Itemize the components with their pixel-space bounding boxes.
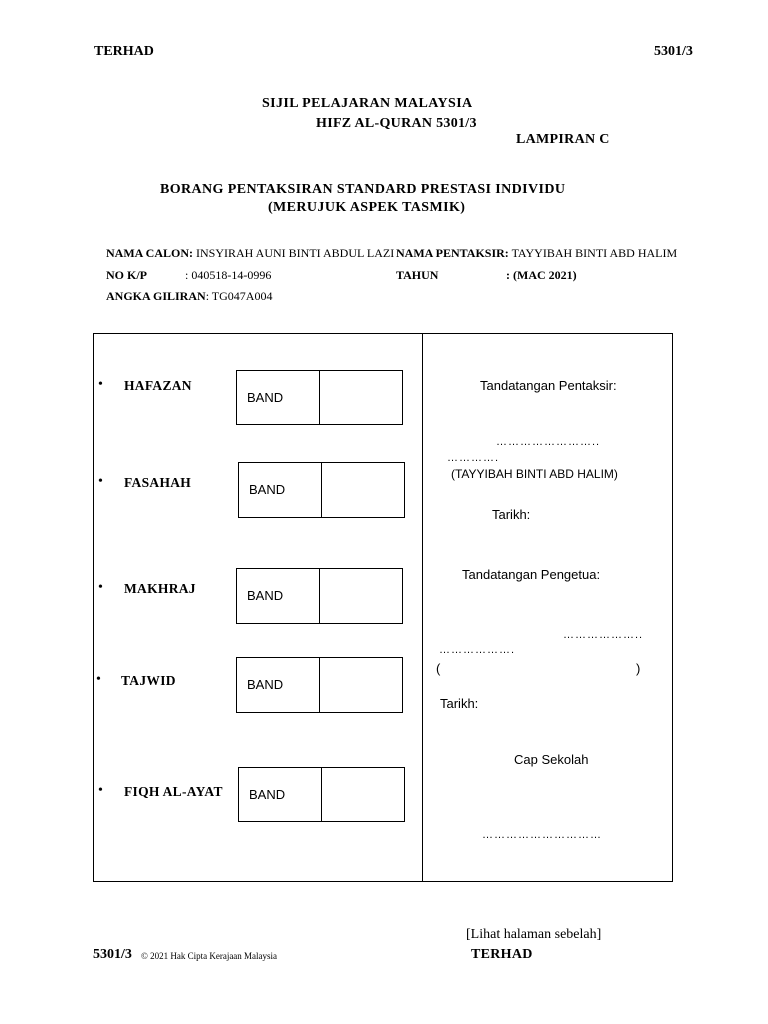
nokp-value: : 040518-14-0996 — [185, 268, 272, 282]
principal-signature-label: Tandatangan Pengetua: — [462, 567, 601, 582]
assessor-signature-label: Tandatangan Pentaksir: — [480, 378, 617, 393]
principal-name-close-paren: ) — [636, 661, 641, 676]
band-box-makhraj[interactable] — [236, 568, 403, 624]
form-subtitle: (MERUJUK ASPEK TASMIK) — [268, 200, 466, 215]
band-score-field[interactable] — [320, 658, 402, 712]
band-score-field[interactable] — [322, 768, 404, 821]
form-title: BORANG PENTAKSIRAN STANDARD PRESTASI INDIVIDU — [160, 182, 566, 197]
appendix-label: LAMPIRAN C — [516, 132, 610, 147]
nokp-label: NO K/P — [106, 268, 147, 282]
assessor-name-row — [396, 246, 677, 261]
aspect-label-fasahah: FASAHAH — [124, 475, 192, 490]
footer-code: 5301/3 — [93, 947, 132, 962]
candidate-name-value: INSYIRAH AUNI BINTI ABDUL LAZI — [193, 246, 395, 260]
index-number-label: ANGKA GILIRAN — [106, 289, 206, 303]
band-score-field[interactable] — [322, 463, 404, 517]
aspect-label-makhraj: MAKHRAJ — [124, 581, 196, 596]
aspect-label-hafazan: HAFAZAN — [124, 378, 192, 393]
band-label: BAND — [249, 787, 286, 802]
bullet-icon: • — [96, 672, 101, 687]
band-box-fasahah[interactable] — [238, 462, 405, 518]
year-label: TAHUN — [396, 268, 439, 282]
bullet-icon: • — [98, 377, 103, 392]
bullet-icon: • — [98, 783, 103, 798]
band-label: BAND — [247, 588, 284, 603]
candidate-name-label: NAMA CALON: — [106, 246, 193, 260]
school-stamp-label: Cap Sekolah — [514, 752, 589, 767]
band-box-hafazan[interactable] — [236, 370, 403, 425]
copyright-notice: © 2021 Hak Cipta Kerajaan Malaysia — [141, 951, 278, 961]
header-right: 5301/3 — [654, 44, 693, 59]
assessor-date-label: Tarikh: — [492, 507, 531, 522]
assessor-name-value: TAYYIBAH BINTI ABD HALIM — [508, 246, 678, 260]
principal-signature-line-cont: ………………. — [439, 644, 516, 656]
band-box-tajwid[interactable] — [236, 657, 403, 713]
bullet-icon: • — [98, 580, 103, 595]
band-score-field[interactable] — [320, 371, 402, 424]
band-box-fiqh[interactable] — [238, 767, 405, 822]
assessor-name-label: NAMA PENTAKSIR: — [396, 246, 509, 260]
bullet-icon: • — [98, 474, 103, 489]
next-page-note: [Lihat halaman sebelah] — [466, 927, 602, 942]
frame-divider — [422, 333, 423, 882]
principal-date-label: Tarikh: — [440, 696, 479, 711]
subject-title: HIFZ AL-QURAN 5301/3 — [316, 116, 477, 131]
band-label: BAND — [247, 390, 284, 405]
assessor-signature-line[interactable]: …………………….. — [496, 436, 601, 448]
assessor-signature-line-cont: …………. — [447, 452, 500, 464]
index-number-value: : TG047A004 — [205, 289, 273, 303]
index-number-row — [106, 289, 272, 304]
band-score-field[interactable] — [320, 569, 402, 623]
year-value: : (MAC 2021) — [506, 268, 577, 282]
aspect-label-tajwid: TAJWID — [121, 673, 176, 688]
principal-name-open-paren: ( — [436, 661, 441, 676]
principal-signature-line[interactable]: ……………….. — [563, 629, 644, 641]
aspect-label-fiqh: FIQH AL-AYAT — [124, 784, 223, 799]
exam-title: SIJIL PELAJARAN MALAYSIA — [262, 96, 473, 111]
band-label: BAND — [247, 677, 284, 692]
school-stamp-line[interactable]: ………………………… — [482, 829, 602, 841]
assessor-name: (TAYYIBAH BINTI ABD HALIM) — [451, 467, 618, 481]
header-left: TERHAD — [94, 44, 154, 59]
footer-restricted: TERHAD — [471, 947, 533, 962]
band-label: BAND — [249, 482, 286, 497]
candidate-name-row — [106, 246, 394, 261]
